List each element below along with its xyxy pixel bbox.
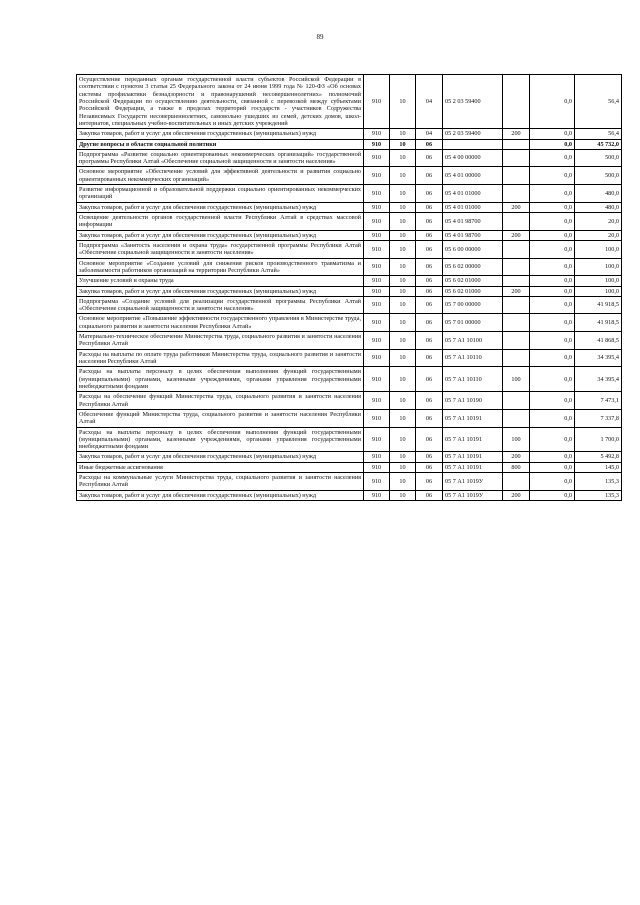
amount-cell-2: 135,3: [575, 490, 622, 500]
table-row: [77, 213, 622, 231]
amount-cell-2: 41 918,5: [575, 296, 622, 314]
amount-cell-1: 0,0: [530, 349, 575, 367]
expense-type-cell: [503, 258, 530, 276]
amount-cell-2: 41 868,5: [575, 332, 622, 350]
target-article-cell: 05 4 01 00000: [443, 167, 503, 185]
amount-cell-1: 0,0: [530, 149, 575, 167]
section-code-cell: 10: [390, 367, 416, 392]
section-code-cell: 10: [390, 427, 416, 452]
table-row: [77, 452, 622, 462]
subsection-code-cell: 06: [416, 490, 443, 500]
budget-table: [76, 74, 622, 501]
table-row: [77, 296, 622, 314]
subsection-code-cell: 06: [416, 296, 443, 314]
expense-name-cell: Иные бюджетные ассигнования: [77, 462, 364, 472]
expense-type-cell: [503, 409, 530, 427]
amount-cell-1: 0,0: [530, 240, 575, 258]
target-article-cell: 05 7 А1 10110: [443, 367, 503, 392]
ministry-code-cell: 910: [364, 202, 390, 212]
subsection-code-cell: 06: [416, 139, 443, 149]
expense-type-cell: [503, 349, 530, 367]
amount-cell-2: 34 395,4: [575, 349, 622, 367]
target-article-cell: 05 4 00 00000: [443, 149, 503, 167]
table-row: [77, 490, 622, 500]
expense-name-cell: Подпрограмма «Занятость населения и охрана труда» государственной программы Республики Алтай «Обеспечение социальной защищенности и занятости населения»: [77, 240, 364, 258]
expense-name-cell: Закупка товаров, работ и услуг для обеспечения государственных (муниципальных) нужд: [77, 286, 364, 296]
table-row: [77, 167, 622, 185]
section-code-cell: 10: [390, 490, 416, 500]
target-article-cell: 05 7 А1 10191: [443, 409, 503, 427]
section-code-cell: 10: [390, 75, 416, 129]
section-code-cell: 10: [390, 473, 416, 491]
expense-type-cell: 200: [503, 202, 530, 212]
table-row: [77, 276, 622, 286]
table-row: [77, 473, 622, 491]
expense-name-cell: Осуществление переданных органам государственной власти субъектов Российской Федерации в соответствии с пунктом 3 статьи 25 Федерального закона от 24 июня 1999 года № 120-ФЗ «Об основах системы профилактики безнадзорности и правонарушений несовершеннолетних» полномочий Российской Федерации по осуществлению деятельности, связанной с перевозкой между субъектами Российской Федерации, а также в пределах территорий государств - участников Содружества Независимых Государств несовершеннолетних, самовольно ушедших из семей, детских домов, школ-интернатов, специальных учебно-воспитательных и иных детских учреждений: [77, 75, 364, 129]
table-row: [77, 462, 622, 472]
ministry-code-cell: 910: [364, 367, 390, 392]
subsection-code-cell: 06: [416, 240, 443, 258]
ministry-code-cell: 910: [364, 167, 390, 185]
budget-table-body: [77, 75, 622, 501]
expense-type-cell: [503, 332, 530, 350]
expense-type-cell: [503, 296, 530, 314]
section-code-cell: 10: [390, 286, 416, 296]
amount-cell-1: 0,0: [530, 452, 575, 462]
expense-name-cell: Основное мероприятие «Обеспечение условий для эффективной деятельности и развития социально ориентированных некоммерческих организаций»: [77, 167, 364, 185]
amount-cell-2: 56,4: [575, 129, 622, 139]
target-article-cell: 05 7 А1 1019У: [443, 490, 503, 500]
subsection-code-cell: 06: [416, 167, 443, 185]
amount-cell-1: 0,0: [530, 230, 575, 240]
expense-type-cell: [503, 240, 530, 258]
subsection-code-cell: 06: [416, 213, 443, 231]
subsection-code-cell: 06: [416, 276, 443, 286]
ministry-code-cell: 910: [364, 230, 390, 240]
subsection-code-cell: 06: [416, 392, 443, 410]
expense-type-cell: [503, 213, 530, 231]
section-code-cell: 10: [390, 314, 416, 332]
subsection-code-cell: 06: [416, 349, 443, 367]
target-article-cell: 05 7 00 00000: [443, 296, 503, 314]
target-article-cell: 05 4 01 01000: [443, 202, 503, 212]
subsection-code-cell: 06: [416, 149, 443, 167]
amount-cell-2: 480,0: [575, 185, 622, 203]
expense-type-cell: [503, 392, 530, 410]
subsection-code-cell: 06: [416, 473, 443, 491]
subsection-code-cell: 04: [416, 75, 443, 129]
subsection-code-cell: 04: [416, 129, 443, 139]
amount-cell-2: 20,0: [575, 230, 622, 240]
subsection-code-cell: 06: [416, 230, 443, 240]
table-row: [77, 149, 622, 167]
amount-cell-2: 20,0: [575, 213, 622, 231]
expense-type-cell: 200: [503, 286, 530, 296]
subsection-code-cell: 06: [416, 462, 443, 472]
ministry-code-cell: 910: [364, 473, 390, 491]
amount-cell-2: 41 918,5: [575, 314, 622, 332]
amount-cell-2: 45 732,0: [575, 139, 622, 149]
expense-name-cell: Расходы на выплаты по оплате труда работников Министерства труда, социального развития и занятости населения Республики Алтай: [77, 349, 364, 367]
amount-cell-2: 100,0: [575, 258, 622, 276]
expense-name-cell: Расходы на обеспечение функций Министерства труда, социального развития и занятости населения Республики Алтай: [77, 392, 364, 410]
section-code-cell: 10: [390, 462, 416, 472]
section-code-cell: 10: [390, 213, 416, 231]
ministry-code-cell: 910: [364, 452, 390, 462]
target-article-cell: 05 7 А1 10110: [443, 349, 503, 367]
expense-type-cell: [503, 276, 530, 286]
target-article-cell: [443, 139, 503, 149]
subsection-code-cell: 06: [416, 452, 443, 462]
expense-name-cell: Подпрограмма «Развитие социально ориентированных некоммерческих организаций» государственной программы Республики Алтай «Обеспечение социальной защищенности и занятости населения»: [77, 149, 364, 167]
ministry-code-cell: 910: [364, 392, 390, 410]
amount-cell-1: 0,0: [530, 473, 575, 491]
table-row: [77, 258, 622, 276]
amount-cell-1: 0,0: [530, 139, 575, 149]
expense-type-cell: 100: [503, 427, 530, 452]
expense-type-cell: [503, 314, 530, 332]
expense-type-cell: [503, 167, 530, 185]
target-article-cell: 05 7 А1 1019У: [443, 473, 503, 491]
amount-cell-2: 135,3: [575, 473, 622, 491]
amount-cell-2: 56,4: [575, 75, 622, 129]
section-code-cell: 10: [390, 452, 416, 462]
ministry-code-cell: 910: [364, 314, 390, 332]
ministry-code-cell: 910: [364, 490, 390, 500]
table-row: [77, 332, 622, 350]
amount-cell-1: 0,0: [530, 129, 575, 139]
expense-type-cell: 200: [503, 452, 530, 462]
expense-name-cell: Материально-техническое обеспечение Министерства труда, социального развития и занятости населения Республики Алтай: [77, 332, 364, 350]
table-row: [77, 349, 622, 367]
target-article-cell: 05 6 02 01000: [443, 276, 503, 286]
section-code-cell: 10: [390, 240, 416, 258]
expense-type-cell: [503, 139, 530, 149]
ministry-code-cell: 910: [364, 427, 390, 452]
expense-name-cell: Закупка товаров, работ и услуг для обеспечения государственных (муниципальных) нужд: [77, 129, 364, 139]
section-code-cell: 10: [390, 392, 416, 410]
expense-name-cell: Основное мероприятие «Создание условий для снижения рисков производственного травматизма и заболеваемости работников организаций на территории Республики Алтай»: [77, 258, 364, 276]
amount-cell-2: 500,0: [575, 149, 622, 167]
ministry-code-cell: 910: [364, 129, 390, 139]
amount-cell-2: 500,0: [575, 167, 622, 185]
expense-name-cell: Расходы на коммунальные услуги Министерства труда, социального развития и занятости населения Республики Алтай: [77, 473, 364, 491]
amount-cell-2: 100,0: [575, 240, 622, 258]
target-article-cell: 05 7 А1 10190: [443, 392, 503, 410]
expense-type-cell: [503, 75, 530, 129]
ministry-code-cell: 910: [364, 75, 390, 129]
amount-cell-1: 0,0: [530, 296, 575, 314]
amount-cell-2: 7 337,8: [575, 409, 622, 427]
ministry-code-cell: 910: [364, 332, 390, 350]
amount-cell-1: 0,0: [530, 409, 575, 427]
expense-type-cell: [503, 149, 530, 167]
page-number: 89: [316, 33, 324, 41]
expense-name-cell: Освещение деятельности органов государственной власти Республики Алтай в средствах массовой информации: [77, 213, 364, 231]
target-article-cell: 05 6 00 00000: [443, 240, 503, 258]
amount-cell-2: 5 492,8: [575, 452, 622, 462]
expense-name-cell: Другие вопросы в области социальной политики: [77, 139, 364, 149]
amount-cell-2: 145,0: [575, 462, 622, 472]
amount-cell-2: 7 473,1: [575, 392, 622, 410]
ministry-code-cell: 910: [364, 276, 390, 286]
section-code-cell: 10: [390, 185, 416, 203]
target-article-cell: 05 4 01 98700: [443, 230, 503, 240]
amount-cell-1: 0,0: [530, 258, 575, 276]
expense-name-cell: Подпрограмма «Создание условий для реализации государственной программы Республики Алтай «Обеспечение социальной защищенности и занятости населения»: [77, 296, 364, 314]
target-article-cell: 05 7 А1 10100: [443, 332, 503, 350]
table-row: [77, 230, 622, 240]
expense-type-cell: 800: [503, 462, 530, 472]
table-row: [77, 367, 622, 392]
expense-name-cell: Закупка товаров, работ и услуг для обеспечения государственных (муниципальных) нужд: [77, 202, 364, 212]
expense-name-cell: Закупка товаров, работ и услуг для обеспечения государственных (муниципальных) нужд: [77, 452, 364, 462]
ministry-code-cell: 910: [364, 258, 390, 276]
section-code-cell: 10: [390, 276, 416, 286]
section-code-cell: 10: [390, 409, 416, 427]
table-row: [77, 129, 622, 139]
section-code-cell: 10: [390, 296, 416, 314]
ministry-code-cell: 910: [364, 462, 390, 472]
subsection-code-cell: 06: [416, 409, 443, 427]
expense-name-cell: Улучшение условий и охраны труда: [77, 276, 364, 286]
table-row: [77, 314, 622, 332]
ministry-code-cell: 910: [364, 185, 390, 203]
expense-name-cell: Основное мероприятие «Повышение эффективности государственного управления в Министерстве труда, социального развития и занятости населения Республики Алтай»: [77, 314, 364, 332]
section-code-cell: 10: [390, 230, 416, 240]
amount-cell-1: 0,0: [530, 75, 575, 129]
subsection-code-cell: 06: [416, 286, 443, 296]
section-code-cell: 10: [390, 258, 416, 276]
expense-type-cell: 100: [503, 367, 530, 392]
expense-name-cell: Закупка товаров, работ и услуг для обеспечения государственных (муниципальных) нужд: [77, 230, 364, 240]
target-article-cell: 05 2 03 59400: [443, 75, 503, 129]
target-article-cell: 05 4 01 98700: [443, 213, 503, 231]
amount-cell-1: 0,0: [530, 367, 575, 392]
table-row: [77, 427, 622, 452]
amount-cell-1: 0,0: [530, 427, 575, 452]
ministry-code-cell: 910: [364, 149, 390, 167]
subsection-code-cell: 06: [416, 367, 443, 392]
expense-type-cell: 200: [503, 230, 530, 240]
amount-cell-2: 100,0: [575, 286, 622, 296]
table-row: [77, 286, 622, 296]
ministry-code-cell: 910: [364, 286, 390, 296]
table-row: [77, 392, 622, 410]
amount-cell-1: 0,0: [530, 490, 575, 500]
target-article-cell: 05 6 02 01000: [443, 286, 503, 296]
expense-name-cell: Закупка товаров, работ и услуг для обеспечения государственных (муниципальных) нужд: [77, 490, 364, 500]
target-article-cell: 05 2 03 59400: [443, 129, 503, 139]
target-article-cell: 05 7 А1 10191: [443, 452, 503, 462]
amount-cell-2: 100,0: [575, 276, 622, 286]
section-code-cell: 10: [390, 349, 416, 367]
amount-cell-1: 0,0: [530, 462, 575, 472]
subsection-code-cell: 06: [416, 202, 443, 212]
amount-cell-1: 0,0: [530, 213, 575, 231]
ministry-code-cell: 910: [364, 240, 390, 258]
ministry-code-cell: 910: [364, 139, 390, 149]
amount-cell-1: 0,0: [530, 286, 575, 296]
expense-name-cell: Развитие информационной и образовательной поддержки социально ориентированных некоммерческих организаций: [77, 185, 364, 203]
amount-cell-2: 34 395,4: [575, 367, 622, 392]
table-row: [77, 139, 622, 149]
target-article-cell: 05 7 А1 10191: [443, 427, 503, 452]
table-row: [77, 185, 622, 203]
expense-name-cell: Обеспечение функций Министерства труда, социального развития и занятости населения Республики Алтай: [77, 409, 364, 427]
expense-type-cell: [503, 185, 530, 203]
table-row: [77, 202, 622, 212]
amount-cell-1: 0,0: [530, 314, 575, 332]
section-code-cell: 10: [390, 332, 416, 350]
expense-type-cell: 200: [503, 129, 530, 139]
amount-cell-1: 0,0: [530, 167, 575, 185]
amount-cell-1: 0,0: [530, 202, 575, 212]
ministry-code-cell: 910: [364, 296, 390, 314]
target-article-cell: 05 4 01 01000: [443, 185, 503, 203]
amount-cell-2: 1 700,0: [575, 427, 622, 452]
section-code-cell: 10: [390, 167, 416, 185]
target-article-cell: 05 6 02 00000: [443, 258, 503, 276]
table-row: [77, 240, 622, 258]
ministry-code-cell: 910: [364, 213, 390, 231]
section-code-cell: 10: [390, 149, 416, 167]
subsection-code-cell: 06: [416, 332, 443, 350]
amount-cell-2: 480,0: [575, 202, 622, 212]
expense-type-cell: 200: [503, 490, 530, 500]
subsection-code-cell: 06: [416, 185, 443, 203]
amount-cell-1: 0,0: [530, 276, 575, 286]
section-code-cell: 10: [390, 202, 416, 212]
section-code-cell: 10: [390, 139, 416, 149]
target-article-cell: 05 7 01 00000: [443, 314, 503, 332]
amount-cell-1: 0,0: [530, 332, 575, 350]
ministry-code-cell: 910: [364, 349, 390, 367]
expense-name-cell: Расходы на выплаты персоналу в целях обеспечения выполнения функций государственными (муниципальными) органами, казенными учреждениями, органами управления государственными внебюджетными фондами: [77, 367, 364, 392]
expense-type-cell: [503, 473, 530, 491]
amount-cell-1: 0,0: [530, 185, 575, 203]
ministry-code-cell: 910: [364, 409, 390, 427]
subsection-code-cell: 06: [416, 258, 443, 276]
subsection-code-cell: 06: [416, 314, 443, 332]
table-row: [77, 409, 622, 427]
amount-cell-1: 0,0: [530, 392, 575, 410]
target-article-cell: 05 7 А1 10191: [443, 462, 503, 472]
subsection-code-cell: 06: [416, 427, 443, 452]
expense-name-cell: Расходы на выплаты персоналу в целях обеспечения выполнения функций государственными (муниципальными) органами, казенными учреждениями, органами управления государственными внебюджетными фондами: [77, 427, 364, 452]
section-code-cell: 10: [390, 129, 416, 139]
table-row: [77, 75, 622, 129]
